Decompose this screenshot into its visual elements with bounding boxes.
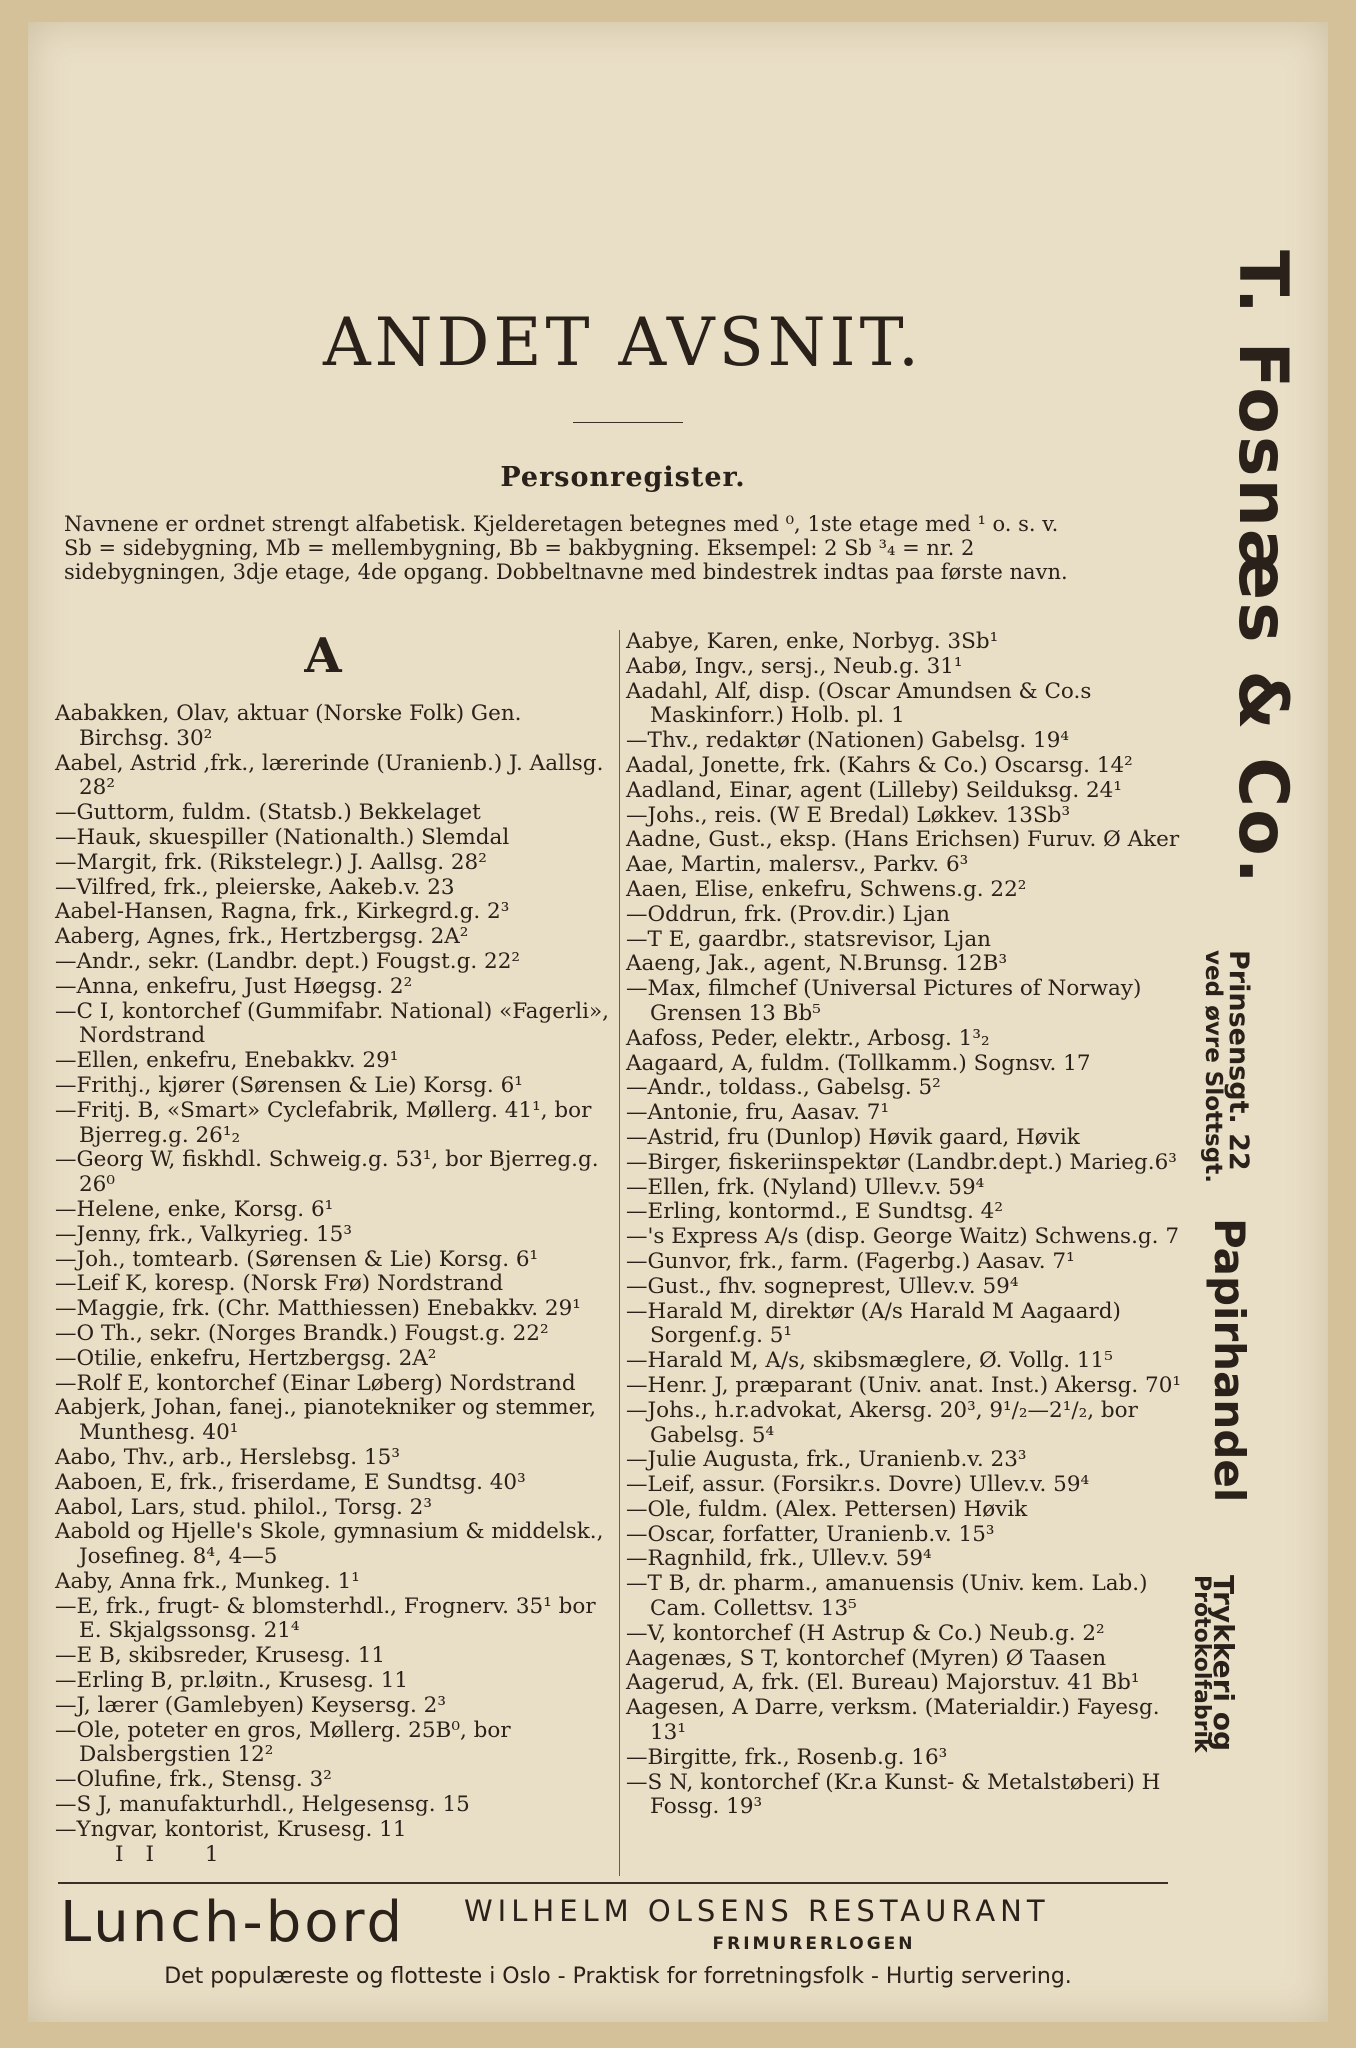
directory-entry: —S J, manufakturhdl., Helgesensg. 15 — [55, 1792, 470, 1818]
directory-entry: —'s Express A/s (disp. George Waitz) Schwens.g. 7 — [626, 1224, 1180, 1250]
directory-entry: —Margit, frk. (Rikstelegr.) J. Aallsg. 28² — [55, 849, 487, 875]
directory-entry: —Leif K, koresp. (Norsk Frø) Nordstrand — [55, 1271, 504, 1297]
directory-entry: —Julie Augusta, frk., Uranienb.v. 23³ — [626, 1447, 1027, 1473]
intro-line: Sb = sidebygning, Mb = mellembygning, Bb = bakbygning. Eksempel: 2 Sb ³₄ = nr. 2 — [64, 536, 975, 560]
directory-entry: —Guttorm, fuldm. (Statsb.) Bekkelaget — [55, 800, 481, 826]
directory-entry: Aagesen, A Darre, verksm. (Materialdir.) Fayesg. 13¹ — [626, 1695, 1160, 1746]
directory-entry: Aagenæs, S T, kontorchef (Myren) Ø Taasen — [626, 1645, 1107, 1671]
right-column — [626, 630, 1196, 1820]
directory-entry: —Johs., h.r.advokat, Akersg. 20³, 9¹/₂—2¹/₂, bor Gabelsg. 5⁴ — [626, 1397, 1138, 1448]
directory-entry: —Yngvar, kontorist, Krusesg. 11 — [55, 1816, 407, 1842]
intro-paragraph — [64, 512, 1194, 584]
directory-entry: —Otilie, enkefru, Hertzbergsg. 2A² — [55, 1345, 437, 1371]
directory-entry: —Jenny, frk., Valkyrieg. 15³ — [55, 1221, 352, 1247]
directory-entry: —Ellen, enkefru, Enebakkv. 29¹ — [55, 1048, 399, 1074]
directory-entry: Aadne, Gust., eksp. (Hans Erichsen) Furuv. Ø Aker — [626, 827, 1180, 853]
column-footer-mark: II 1 — [115, 1841, 241, 1867]
directory-entry: —O Th., sekr. (Norges Brandk.) Fougst.g. 22² — [55, 1320, 549, 1346]
directory-entry: —Anna, enkefru, Just Høegsg. 2² — [55, 973, 413, 999]
directory-entry: —Hauk, skuespiller (Nationalth.) Slemdal — [55, 824, 510, 850]
sidebar-line3: Trykkeri og — [1207, 1575, 1240, 1751]
footer-restaurant-name: WILHELM OLSENS RESTAURANT — [464, 1894, 1050, 1928]
sidebar-company: T. Fosnæs & Co. — [1223, 250, 1302, 886]
directory-entry: —Ole, poteter en gros, Møllerg. 25B⁰, bor Dalsbergstien 12² — [55, 1717, 511, 1768]
directory-entry: —E B, skibsreder, Krusesg. 11 — [55, 1643, 386, 1669]
directory-entry: —Gust., fhv. sogneprest, Ullev.v. 59⁴ — [626, 1273, 1019, 1299]
section-subtitle: Personregister. — [500, 462, 746, 493]
directory-entry: —Ragnhild, frk., Ullev.v. 59⁴ — [626, 1546, 932, 1572]
sidebar-business: Papirhandel — [1205, 1218, 1254, 1503]
directory-entry: —Andr., sekr. (Landbr. dept.) Fougst.g. 22² — [55, 948, 521, 974]
footer-tagline: Det populæreste og flotteste i Oslo - Praktisk for forretningsfolk - Hurtig servering. — [164, 1964, 1072, 1989]
directory-entry: —Ellen, frk. (Nyland) Ullev.v. 59⁴ — [626, 1174, 985, 1200]
directory-entry: —Johs., reis. (W E Bredal) Løkkev. 13Sb³ — [626, 802, 1071, 828]
directory-entry: Aagaard, A, fuldm. (Tollkamm.) Sognsv. 17 — [626, 1050, 1091, 1076]
directory-entry: Aadal, Jonette, frk. (Kahrs & Co.) Oscarsg. 14² — [626, 752, 1133, 778]
directory-entry: —Joh., tomtearb. (Sørensen & Lie) Korsg. 6¹ — [55, 1246, 539, 1272]
directory-entry: —E, frk., frugt- & blomsterhdl., Frognerv. 35¹ bor E. Skjalgssonsg. 21⁴ — [55, 1593, 596, 1644]
directory-entry: —Georg W, fiskhdl. Schweig.g. 53¹, bor Bjerreg.g. 26⁰ — [55, 1147, 599, 1198]
directory-entry: Aabel, Astrid ,frk., lærerinde (Uranienb.) J. Aallsg. 28² — [55, 750, 604, 801]
directory-entry: —Astrid, fru (Dunlop) Høvik gaard, Høvik — [626, 1124, 1080, 1150]
directory-entry: —Harald M, A/s, skibsmæglere, Ø. Vollg. 11⁵ — [626, 1348, 1113, 1374]
sidebar-advertisement — [1189, 250, 1306, 1800]
footer-lunch-label: Lunch-bord — [60, 1890, 406, 1955]
directory-entry: —Birger, fiskeriinspektør (Landbr.dept.) Marieg.6³ — [626, 1149, 1177, 1175]
title-divider — [573, 422, 683, 423]
directory-entry: Aadahl, Alf, disp. (Oscar Amundsen & Co.s Maskinforr.) Holb. pl. 1 — [626, 678, 1092, 729]
directory-entry: Aafoss, Peder, elektr., Arbosg. 1³₂ — [626, 1025, 990, 1051]
directory-entry: —V, kontorchef (H Astrup & Co.) Neub.g. 2² — [626, 1620, 1105, 1646]
directory-entry: Aagerud, A, frk. (El. Bureau) Majorstuv. 41 Bb¹ — [626, 1670, 1140, 1696]
intro-line: sidebygningen, 3dje etage, 4de opgang. Dobbeltnavne med bindestrek indtas paa første navn. — [64, 560, 1068, 584]
directory-entry: Aadland, Einar, agent (Lilleby) Seilduksg. 24¹ — [626, 777, 1122, 803]
directory-entry: Aaen, Elise, enkefru, Schwens.g. 22² — [626, 876, 1027, 902]
directory-entry: Aabø, Ingv., sersj., Neub.g. 31¹ — [626, 653, 963, 679]
directory-entry: —Ole, fuldm. (Alex. Pettersen) Høvik — [626, 1496, 1028, 1522]
directory-entry: —Antonie, fru, Aasav. 7¹ — [626, 1100, 890, 1126]
directory-entry: —Rolf E, kontorchef (Einar Løberg) Nordstrand — [55, 1370, 576, 1396]
directory-entry: Aabold og Hjelle's Skole, gymnasium & middelsk., Josefineg. 8⁴, 4—5 — [55, 1519, 604, 1570]
section-letter: A — [304, 628, 342, 684]
directory-entry: —C I, kontorchef (Gummifabr. National) «Fagerli», Nordstrand — [55, 998, 610, 1049]
sidebar-line4: Protokolfabrik — [1189, 1575, 1214, 1753]
directory-entry: —Harald M, direktør (A/s Harald M Aagaard) Sorgenf.g. 5¹ — [626, 1298, 1121, 1349]
directory-entry: —Helene, enke, Korsg. 6¹ — [55, 1196, 334, 1222]
directory-entry: —Erling, kontormd., E Sundtsg. 4² — [626, 1199, 1003, 1225]
footer-location: FRIMURERLOGEN — [712, 1934, 916, 1954]
sidebar-address-line2: ved øvre Slottsgt. — [1200, 950, 1226, 1183]
sidebar-address-line1: Prinsensgt. 22 — [1223, 950, 1254, 1171]
directory-entry: —Olufine, frk., Stensg. 3² — [55, 1767, 332, 1793]
directory-page — [28, 22, 1328, 2022]
directory-entry: Aaeng, Jak., agent, N.Brunsg. 12B³ — [626, 951, 1008, 977]
directory-entry: Aabye, Karen, enke, Norbyg. 3Sb¹ — [626, 629, 999, 654]
directory-entry: —Leif, assur. (Forsikr.s. Dovre) Ullev.v. 59⁴ — [626, 1472, 1090, 1498]
directory-entry: Aabel-Hansen, Ragna, frk., Kirkegrd.g. 2³ — [55, 899, 510, 925]
directory-entry: —Vilfred, frk., pleierske, Aakeb.v. 23 — [55, 874, 455, 900]
directory-entry: Aaberg, Agnes, frk., Hertzbergsg. 2A² — [55, 924, 469, 950]
directory-entry: Aae, Martin, malersv., Parkv. 6³ — [626, 852, 969, 878]
directory-entry: —Henr. J, præparant (Univ. anat. Inst.) Akersg. 70¹ — [626, 1372, 1182, 1398]
directory-entry: —T E, gaardbr., statsrevisor, Ljan — [626, 926, 992, 952]
directory-entry: —Gunvor, frk., farm. (Fagerbg.) Aasav. 7¹ — [626, 1248, 1075, 1274]
directory-entry: —Thv., redaktør (Nationen) Gabelsg. 19⁴ — [626, 728, 1070, 754]
directory-entry: Aabjerk, Johan, fanej., pianotekniker og stemmer, Munthesg. 40¹ — [55, 1395, 597, 1446]
footer-divider — [58, 1882, 1168, 1884]
directory-entry: Aabo, Thv., arb., Herslebsg. 15³ — [55, 1444, 400, 1470]
directory-entry: —Fritj. B, «Smart» Cyclefabrik, Møllerg. 41¹, bor Bjerreg.g. 26¹₂ — [55, 1097, 592, 1148]
directory-entry: —Oddrun, frk. (Prov.dir.) Ljan — [626, 901, 950, 927]
directory-entry: —S N, kontorchef (Kr.a Kunst- & Metalstøberi) H Fossg. 19³ — [626, 1769, 1161, 1820]
directory-entry: —T B, dr. pharm., amanuensis (Univ. kem. Lab.) Cam. Collettsv. 13⁵ — [626, 1571, 1148, 1622]
intro-line: Navnene er ordnet strengt alfabetisk. Kjelderetagen betegnes med ⁰, 1ste etage med ¹ o. s. v. — [64, 512, 1059, 536]
column-divider — [619, 630, 620, 1876]
directory-entry: —Andr., toldass., Gabelsg. 5² — [626, 1075, 941, 1101]
directory-entry: Aabakken, Olav, aktuar (Norske Folk) Gen. Birchsg. 30² — [55, 701, 522, 751]
directory-entry: —Maggie, frk. (Chr. Matthiessen) Enebakkv. 29¹ — [55, 1296, 581, 1322]
directory-entry: Aabol, Lars, stud. philol., Torsg. 2³ — [55, 1494, 432, 1520]
directory-entry: Aaby, Anna frk., Munkeg. 1¹ — [55, 1568, 360, 1594]
directory-entry: —Erling B, pr.løitn., Krusesg. 11 — [55, 1668, 409, 1694]
directory-entry: —J, lærer (Gamlebyen) Keysersg. 2³ — [55, 1692, 446, 1718]
directory-entry: Aaboen, E, frk., friserdame, E Sundtsg. 40³ — [55, 1469, 526, 1495]
directory-entry: —Max, filmchef (Universal Pictures of Norway) Grensen 13 Bb⁵ — [626, 976, 1142, 1026]
directory-entry: —Birgitte, frk., Rosenb.g. 16³ — [626, 1744, 948, 1770]
directory-entry: —Oscar, forfatter, Uranienb.v. 15³ — [626, 1521, 995, 1547]
directory-entry: —Frithj., kjører (Sørensen & Lie) Korsg. 6¹ — [55, 1072, 523, 1098]
left-column — [55, 702, 617, 1867]
page-title: ANDET AVSNIT. — [323, 304, 923, 381]
